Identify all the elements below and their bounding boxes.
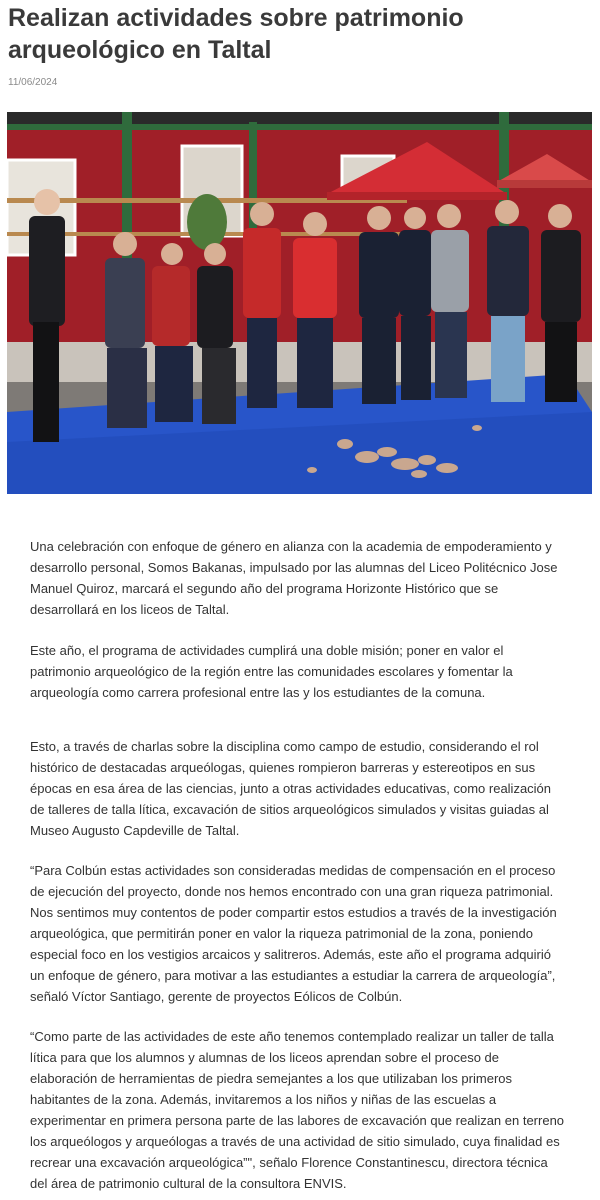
paragraph-4: “Para Colbún estas actividades son consideradas medidas de compensación en el proceso de ejecución del proyecto, donde nos hemos encontrado con una gran riqueza patrimonial. Nos sentimos muy contentos de poder compartir estos estudios a través de la investigación arqueológica, que permitirán poner en valor la riqueza patrimonial de la zona, poniendo especial foco en los vestigios arcaicos y salitreros. Además, este año el programa adquirió un enfoque de género, para motivar a las estudiantes a estudiar la carrera de arqueología”, señaló Víctor Santiago, gerente de proyectos Eólicos de Colbún.	[30, 863, 557, 1004]
paragraph-3: Esto, a través de charlas sobre la disciplina como campo de estudio, considerando el rol histórico de destacadas arqueólogas, quienes rompieron barreras y estereotipos en sus épocas en esa área de las ciencias, junto a otras actividades educativas, como realización de talleres de talla lítica, excavación de sitios arqueológicos simulados y visitas guiadas al Museo Augusto Capdeville de Taltal.	[30, 739, 552, 838]
paragraph-2: Este año, el programa de actividades cumplirá una doble misión; poner en valor el patrimonio arqueológico de la región entre las comunidades escolares y fomentar la arqueología como carrera profesional entre las y los estudiantes de la comuna.	[30, 643, 513, 700]
publish-date: 11/06/2024	[8, 77, 58, 88]
article-title: Realizan actividades sobre patrimonio arqueológico en Taltal	[8, 4, 464, 64]
article-photo	[7, 112, 592, 494]
paragraph-5: “Como parte de las actividades de este año tenemos contemplado realizar un taller de talla lítica para que los alumnos y alumnas de los liceos aprendan sobre el proceso de elaboración de herramientas de piedra semejantes a los que utilizaban los primeros habitantes de la zona. Además, invitaremos a los niños y niñas de las escuelas a experimentar en primera persona parte de las labores de excavación que realizan en terreno los arqueólogos y arqueólogas a través de una actividad de sitio simulado, cuya finalidad es recrear una excavación arqueológica”", señalo Florence Constantinescu, directora técnica del área de patrimonio cultural de la consultora ENVIS.	[30, 1029, 565, 1191]
paragraph-1: Una celebración con enfoque de género en alianza con la academia de empoderamiento y desarrollo personal, Somos Bakanas, impulsado por las alumnas del Liceo Politécnico Jose Manuel Quiroz, marcará el segundo año del programa Horizonte Histórico que se desarrollará en los liceos de Taltal.	[30, 539, 558, 617]
group-photo-illustration	[7, 112, 592, 494]
